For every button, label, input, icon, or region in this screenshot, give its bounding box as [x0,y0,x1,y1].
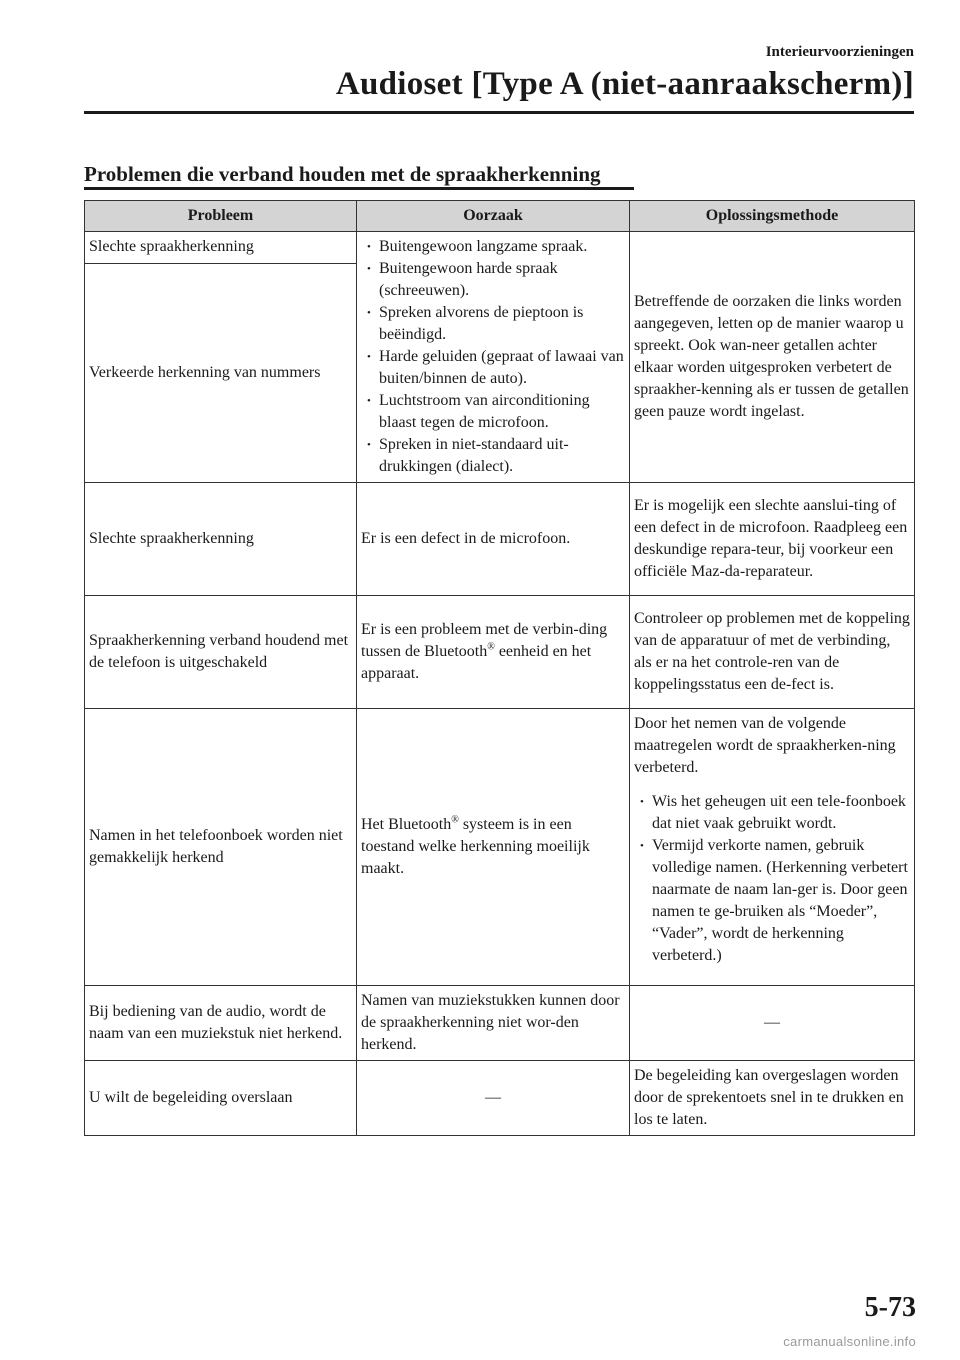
section-name: Interieurvoorzieningen [765,44,914,60]
column-header-problem: Probleem [85,201,357,232]
solution-cell: — [630,986,915,1061]
watermark: carmanualsonline.info [783,1334,916,1349]
table-row [85,596,915,709]
table-row [85,483,915,596]
problem-cell: Slechte spraakherkenning [85,483,357,596]
problem-cell: Bij bediening van de audio, wordt de naam van een muziekstuk niet herkend. [85,986,357,1061]
table-header-row [85,201,915,232]
page-title: Audioset [Type A (niet-aanraakscherm)] [335,66,914,102]
registered-mark: ® [487,641,495,653]
registered-mark: ® [451,814,459,826]
column-header-solution: Oplossingsmethode [630,201,915,232]
cause-text: Het Bluetooth [361,816,452,833]
problem-cell: Namen in het telefoonboek worden niet gemakkelijk herkend [85,709,357,986]
cause-cell [357,709,630,986]
cause-cell [357,596,630,709]
solution-cell [630,709,915,986]
list-item: • Spreken in niet-standaard uit-drukkingen (dialect). [361,434,625,478]
cause-text-end: eenheid en het apparaat. [361,643,592,682]
problem-cell: Spraakherkenning verband houdend met de telefoon is uitgeschakeld [85,596,357,709]
troubleshooting-table [84,200,915,1136]
list-item: • Harde geluiden (gepraat of lawaai van buiten/binnen de auto). [361,346,625,390]
cause-list [361,236,625,478]
cause-cell: Namen van muziekstukken kunnen door de spraakherkenning niet wor-den herkend. [357,986,630,1061]
page-number: 5-73 [864,1292,916,1323]
section-title-underline [84,187,634,190]
problem-cell: U wilt de begeleiding overslaan [85,1061,357,1136]
cause-cell [357,232,630,483]
list-item: • Luchtstroom van airconditioning blaast tegen de microfoon. [361,390,625,434]
table-row [85,232,915,264]
header-rule [84,111,914,114]
cause-cell: — [357,1061,630,1136]
solution-cell: Er is mogelijk een slechte aanslui-ting of een defect in de microfoon. Raadpleeg een deskundige repara-teur, bij voorkeur een officiële Maz-da-reparateur. [630,483,915,596]
table-row [85,1061,915,1136]
table-row [85,709,915,986]
section-title: Problemen die verband houden met de spraakherkenning [84,162,601,186]
problem-cell: Slechte spraakherkenning [85,232,357,264]
cause-cell: Er is een defect in de microfoon. [357,483,630,596]
column-header-cause: Oorzaak [357,201,630,232]
list-item: • Spreken alvorens de pieptoon is beëindigd. [361,302,625,346]
table-row [85,986,915,1061]
solution-cell: Betreffende de oorzaken die links worden aangegeven, letten op de manier waarop u spreekt. Ook wan-neer getallen achter elkaar worden uitgesproken verbetert de spraakher-kenning als er tussen de getallen geen pauze wordt ingelast. [630,232,915,483]
cause-text: Er is een probleem met de verbin-ding tussen de Bluetooth [361,621,608,660]
problem-cell: Verkeerde herkenning van nummers [85,264,357,483]
solution-list [634,791,910,967]
cause-text-end: systeem is in een toestand welke herkenning moeilijk maakt. [361,816,590,877]
list-item: • Buitengewoon langzame spraak. [361,236,625,258]
list-item: • Wis het geheugen uit een tele-foonboek dat niet vaak gebruikt wordt. [634,791,910,835]
list-item: • Buitengewoon harde spraak (schreeuwen). [361,258,625,302]
solution-cell: Controleer op problemen met de koppeling van de apparatuur of met de verbinding, als er na het controle-ren van de koppelingsstatus een de-fect is. [630,596,915,709]
solution-intro: Door het nemen van de volgende maatregelen wordt de spraakherken-ning verbeterd. [634,715,896,776]
list-item: • Vermijd verkorte namen, gebruik volledige namen. (Herkenning verbetert naarmate de naam lan-ger is. Door geen namen te ge-bruiken als “Moeder”, “Vader”, wordt de herkenning verbeterd.) [634,835,910,967]
solution-cell: De begeleiding kan overgeslagen worden door de sprekentoets snel in te drukken en los te laten. [630,1061,915,1136]
